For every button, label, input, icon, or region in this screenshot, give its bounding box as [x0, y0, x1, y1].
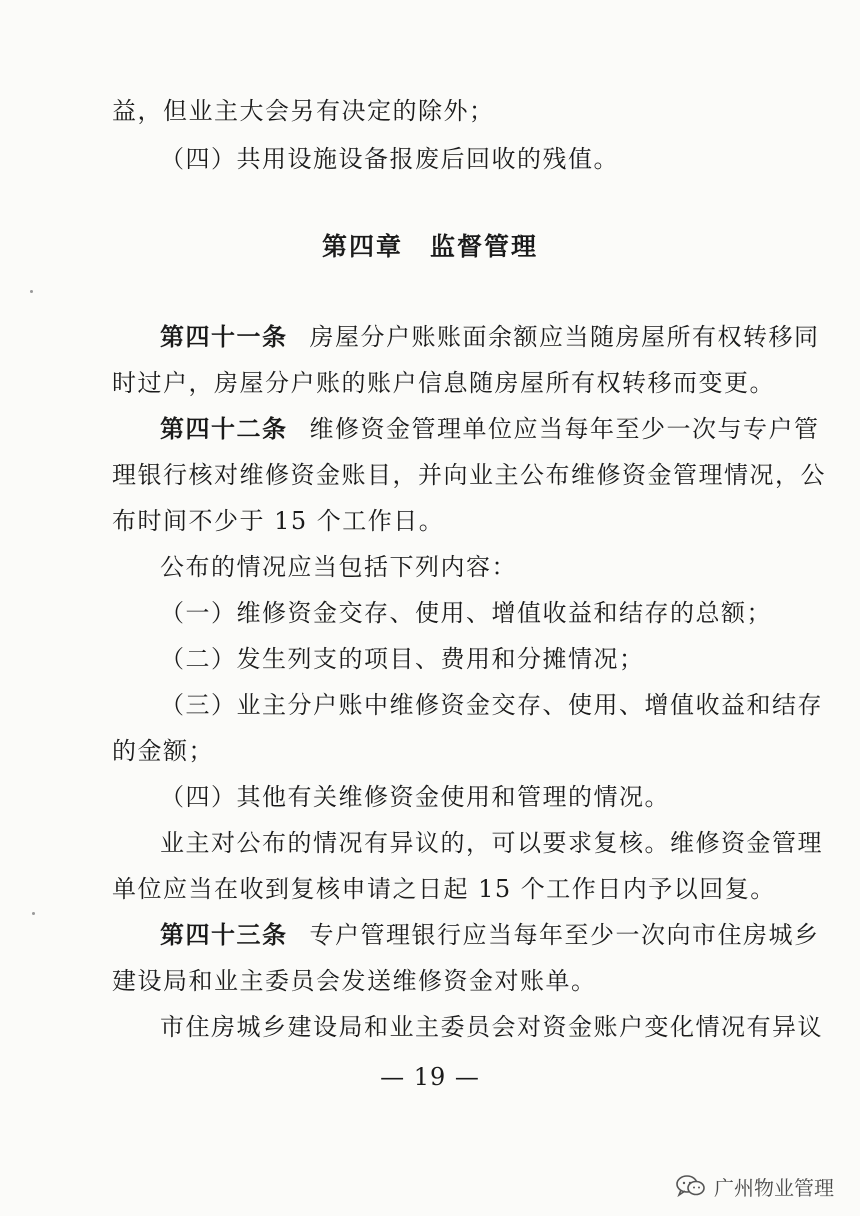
list-item: （三）业主分户账中维修资金交存、使用、增值收益和结存: [160, 691, 823, 719]
text-line: 建设局和业主委员会发送维修资金对账单。: [112, 967, 597, 995]
page-number: — 19 —: [380, 1063, 480, 1091]
text-line: 理银行核对维修资金账目，并向业主公布维修资金管理情况，公: [112, 461, 826, 489]
text-line: （四）共用设施设备报废后回收的残值。: [160, 145, 619, 173]
article-text: 维修资金管理单位应当每年至少一次与专户管: [309, 415, 820, 443]
text-line: 时过户，房屋分户账的账户信息随房屋所有权转移而变更。: [112, 369, 775, 397]
article-number: 第四十三条: [160, 921, 288, 949]
text-line: 单位应当在收到复核申请之日起 15 个工作日内予以回复。: [112, 875, 776, 903]
text-line: 布时间不少于 15 个工作日。: [112, 507, 445, 535]
watermark: [676, 1170, 834, 1202]
scan-speck: [32, 912, 35, 915]
article-42: [160, 414, 820, 444]
article-number: 第四十一条: [160, 323, 288, 351]
text-line: 市住房城乡建设局和业主委员会对资金账户变化情况有异议: [160, 1013, 823, 1041]
chapter-title: 第四章 监督管理: [321, 232, 538, 261]
article-43: [160, 920, 820, 950]
list-item: （二）发生列支的项目、费用和分摊情况；: [160, 645, 645, 673]
list-item: （四）其他有关维修资金使用和管理的情况。: [160, 783, 670, 811]
text-line: 公布的情况应当包括下列内容：: [160, 553, 517, 581]
article-41: [160, 322, 820, 352]
scan-speck: [30, 290, 33, 293]
text-line: 业主对公布的情况有异议的，可以要求复核。维修资金管理: [160, 829, 823, 857]
watermark-text: 广州物业管理: [714, 1175, 834, 1200]
text-line: 的金额；: [112, 737, 214, 765]
list-item: （一）维修资金交存、使用、增值收益和结存的总额；: [160, 599, 772, 627]
article-number: 第四十二条: [160, 415, 288, 443]
wechat-icon: [676, 1174, 706, 1198]
text-line: 益，但业主大会另有决定的除外；: [112, 97, 495, 125]
article-text: 专户管理银行应当每年至少一次向市住房城乡: [309, 921, 820, 949]
article-text: 房屋分户账账面余额应当随房屋所有权转移同: [309, 323, 820, 351]
